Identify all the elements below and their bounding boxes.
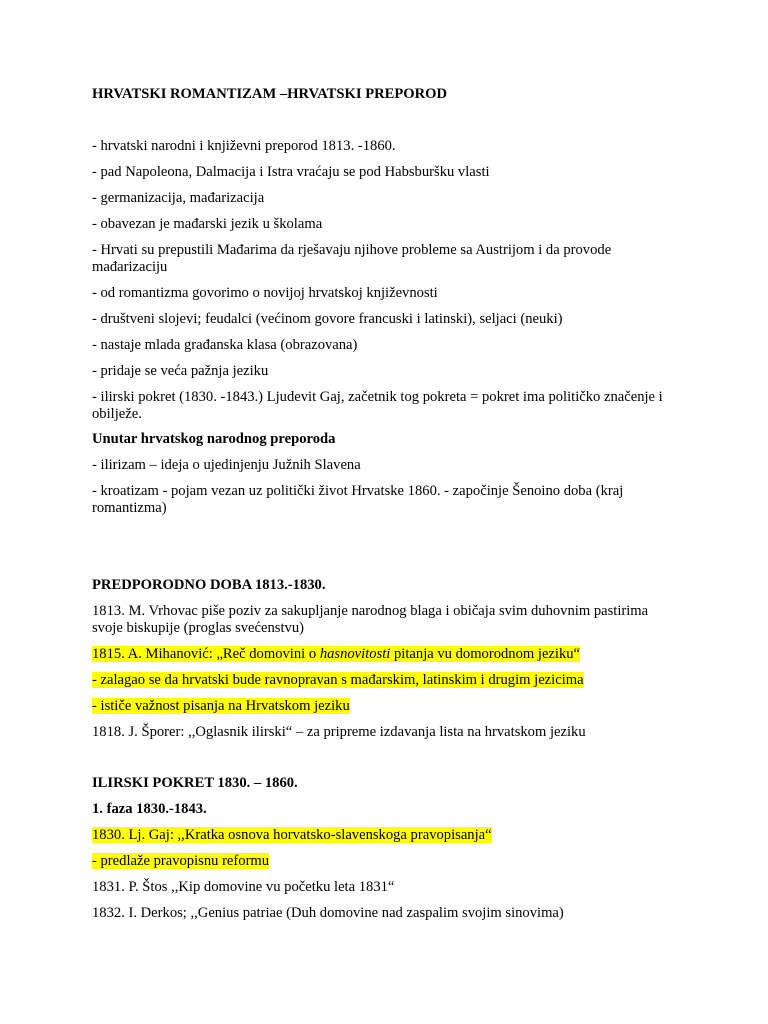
section-item-highlighted [92, 646, 682, 663]
section-item-highlighted [92, 827, 682, 844]
intro-item: - Hrvati su prepustili Mađarima da rješavaju njihove probleme sa Austrijom i da provode mađarizaciju [92, 242, 612, 275]
document-title: HRVATSKI ROMANTIZAM –HRVATSKI PREPOROD [92, 86, 448, 102]
within-item: - ilirizam – ideja o ujedinjenju Južnih Slavena [92, 457, 361, 473]
section-item: 1831. P. Štos ,,Kip domovine vu početku leta 1831“ [92, 879, 395, 895]
item-text: - ističe važnost pisanja na Hrvatskom jeziku [92, 698, 350, 714]
section-item-highlighted [92, 698, 682, 715]
within-item: - kroatizam - pojam vezan uz politički život Hrvatske 1860. - započinje Šenoino doba (kraj romantizma) [92, 483, 624, 516]
intro-item: - hrvatski narodni i književni preporod 1813. -1860. [92, 138, 396, 154]
intro-item: - pad Napoleona, Dalmacija i Istra vraćaju se pod Habsburšku vlasti [92, 164, 490, 180]
section-heading: PREDPORODNO DOBA 1813.-1830. [92, 577, 326, 593]
item-text: - zalagao se da hrvatski bude ravnopravan s mađarskim, latinskim i drugim jezicima [92, 672, 584, 688]
phase-heading: 1. faza 1830.-1843. [92, 801, 207, 817]
intro-item: - pridaje se veća pažnja jeziku [92, 363, 269, 379]
section-heading: ILIRSKI POKRET 1830. – 1860. [92, 775, 298, 791]
intro-item: - nastaje mlada građanska klasa (obrazovana) [92, 337, 358, 353]
item-text: 1815. A. Mihanović: „Reč domovini o [92, 646, 320, 662]
item-emphasis: hasnovitosti [319, 646, 391, 662]
intro-item: - od romantizma govorimo o novijoj hrvatskoj književnosti [92, 285, 438, 301]
intro-item: - društveni slojevi; feudalci (većinom govore francuski i latinski), seljaci (neuki) [92, 311, 563, 327]
item-text: pitanja vu domorodnom jeziku“ [390, 646, 581, 662]
section-item: 1818. J. Šporer: ,,Oglasnik ilirski“ – za pripreme izdavanja lista na hrvatskom jeziku [92, 724, 586, 740]
item-text: 1830. Lj. Gaj: ,,Kratka osnova horvatsko-slavenskoga pravopisanja“ [92, 827, 492, 843]
section-item-highlighted [92, 672, 682, 689]
intro-item: - ilirski pokret (1830. -1843.) Ljudevit Gaj, začetnik tog pokreta = pokret ima političko značenje i obilježe. [92, 389, 663, 422]
item-text: - predlaže pravopisnu reformu [92, 853, 270, 869]
intro-item: - germanizacija, mađarizacija [92, 190, 265, 206]
intro-item: - obavezan je mađarski jezik u školama [92, 216, 323, 232]
section-item: 1813. M. Vrhovac piše poziv za sakupljanje narodnog blaga i običaja svim duhovnim pastirima svoje biskupije (proglas svećenstvu) [92, 603, 649, 636]
section-item: 1832. I. Derkos; ,,Genius patriae (Duh domovine nad zaspalim svojim sinovima) [92, 905, 564, 921]
subheading: Unutar hrvatskog narodnog preporoda [92, 431, 336, 447]
section-item-highlighted [92, 853, 682, 870]
